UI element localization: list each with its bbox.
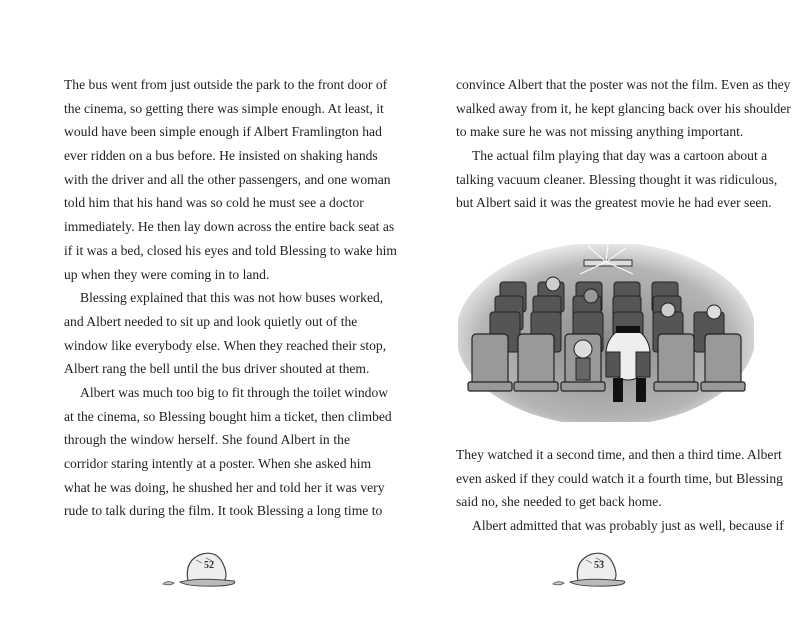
text-line: even asked if they could watch it a fourth time, but Blessing [456,470,783,486]
text-line: window like everybody else. When they reached their stop, [64,337,387,353]
text-line: Albert was much too big to fit through the toilet window [80,384,389,400]
text-line: The bus went from just outside the park to the front door of [64,77,388,92]
text-line: and Albert needed to sit up and look quietly out of the [64,313,358,329]
page-number: 53 [594,560,604,571]
text-line: through the window herself. She found Albert in the [64,432,350,448]
text-line: The actual film playing that day was a cartoon about a [472,148,768,164]
right-page-text-top [456,73,791,215]
text-line: up when they were coming in to land. [64,266,270,282]
text-line: said no, she needed to get back home. [456,494,662,510]
text-line: to make sure he was not missing anything important. [456,124,744,140]
text-line: at the cinema, so Blessing bought him a ticket, then climbed [64,408,392,424]
text-line: if it was a bed, closed his eyes and told Blessing to wake him [64,242,397,258]
text-line: immediately. He then lay down across the entire back seat as [64,219,395,235]
page-number-badge [548,548,644,588]
cinema-illustration [458,244,754,422]
text-line: They watched it a second time, and then a third time. Albert [456,447,782,462]
left-page [0,0,402,623]
left-page-text [64,73,397,523]
text-line: Blessing explained that this was not how buses worked, [80,290,384,306]
text-line: but Albert said it was the greatest movie he had ever seen. [456,195,772,211]
text-line: Albert rang the bell until the bus driver shouted at them. [64,361,370,377]
text-line: ever ridden on a bus before. He insisted on shaking hands [64,148,378,164]
text-line: told him that his hand was so cold he must see a doctor [64,195,364,211]
page-number: 52 [204,560,214,571]
page-number-badge [158,548,254,588]
text-line: corridor staring intently at a poster. When she asked him [64,456,372,471]
text-line: the cinema, so getting there was simple enough. At least, it [64,100,384,116]
text-line: walked away from it, he kept glancing back over his shoulder [456,100,791,116]
text-line: convince Albert that the poster was not the film. Even as they [456,77,791,92]
text-line: with the driver and all the other passengers, and one woman [64,171,391,187]
text-line: would have been simple enough if Albert Framlington had [64,124,382,140]
right-page [403,0,805,623]
text-line: rude to talk during the film. It took Blessing a long time to [64,503,383,519]
right-page-text-bottom [456,443,784,538]
text-line: what he was doing, he shushed her and told her it was very [64,479,385,495]
text-line: Albert admitted that was probably just as well, because if [472,518,784,534]
text-line: talking vacuum cleaner. Blessing thought it was ridiculous, [456,171,778,187]
